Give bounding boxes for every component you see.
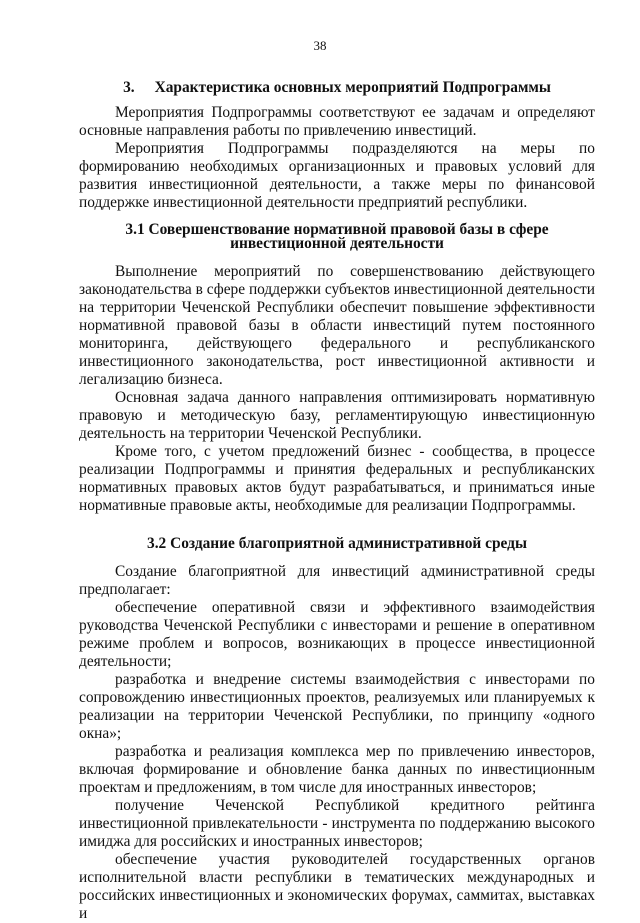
section-3-2-list-item: обеспечение оперативной связи и эффективного взаимодействия руководства Чеченской Республики с инвесторами и решение в оперативном режиме проблем и вопросов, возникающих в процессе инвестиционной деятельности; xyxy=(79,599,595,670)
section-3-1-paragraph: Выполнение мероприятий по совершенствованию действующего законодательства в сфере поддержки субъектов инвестиционной деятельности на территории Чеченской Республики обеспечит повышение эффективности нормативной правовой базы в области инвестиций путем постоянного мониторинга, действующего федерального и республиканского инвестиционного законодательства, рост инвестиционной активности и легализацию бизнеса. xyxy=(79,263,595,388)
section-3-2-list-item: получение Чеченской Республикой кредитного рейтинга инвестиционной привлекательности - инструмента по поддержанию высокого имиджа для российских и иностранных инвесторов; xyxy=(79,797,595,850)
section-3-2-list-item: разработка и реализация комплекса мер по привлечению инвесторов, включая формирование и обновление банка данных по инвестиционным проектам и предложениям, в том числе для иностранных инвесторов; xyxy=(79,743,595,796)
page-number: 38 xyxy=(313,38,327,53)
section-3-paragraph: Мероприятия Подпрограммы соответствуют ее задачам и определяют основные направления работы по привлечению инвестиций. xyxy=(79,104,595,139)
page-content xyxy=(79,79,595,923)
section-3-paragraph: Мероприятия Подпрограммы подразделяются на меры по формированию необходимых организационных и правовых условий для развития инвестиционной деятельности, а также меры по финансовой поддержке инвестиционной деятельности предприятий республики. xyxy=(79,140,595,211)
section-3-1-paragraph: Основная задача данного направления оптимизировать нормативную правовую и методическую базу, регламентирующую инвестиционную деятельность на территории Чеченской Республики. xyxy=(79,389,595,442)
section-3-1-heading: 3.1 Совершенствование нормативной правовой базы в сфере инвестиционной деятельности xyxy=(125,221,549,252)
section-3-title: Характеристика основных мероприятий Подпрограммы xyxy=(154,79,551,96)
section-3-2-heading: 3.2 Создание благоприятной административной среды xyxy=(147,535,527,552)
section-3-2-paragraph: Создание благоприятной для инвестиций административной среды предполагает: xyxy=(79,563,595,598)
section-3-2-list-item: обеспечение участия руководителей государственных органов исполнительной власти республики в тематических международных и российских инвестиционных и экономических форумах, саммитах, выставках и xyxy=(79,851,595,922)
section-3-number: 3. xyxy=(123,79,135,96)
section-3-heading xyxy=(79,79,595,97)
section-3-2-list-item: разработка и внедрение системы взаимодействия с инвесторами по сопровождению инвестиционных проектов, реализуемых или планируемых к реализации на территории Чеченской Республики, по принципу «одного окна»; xyxy=(79,671,595,742)
section-3-1-paragraph: Кроме того, с учетом предложений бизнес - сообщества, в процессе реализации Подпрограммы и принятия федеральных и республиканских нормативных правовых актов будут разрабатываться, и приниматься иные нормативные правовые акты, необходимые для реализации Подпрограммы. xyxy=(79,443,595,514)
